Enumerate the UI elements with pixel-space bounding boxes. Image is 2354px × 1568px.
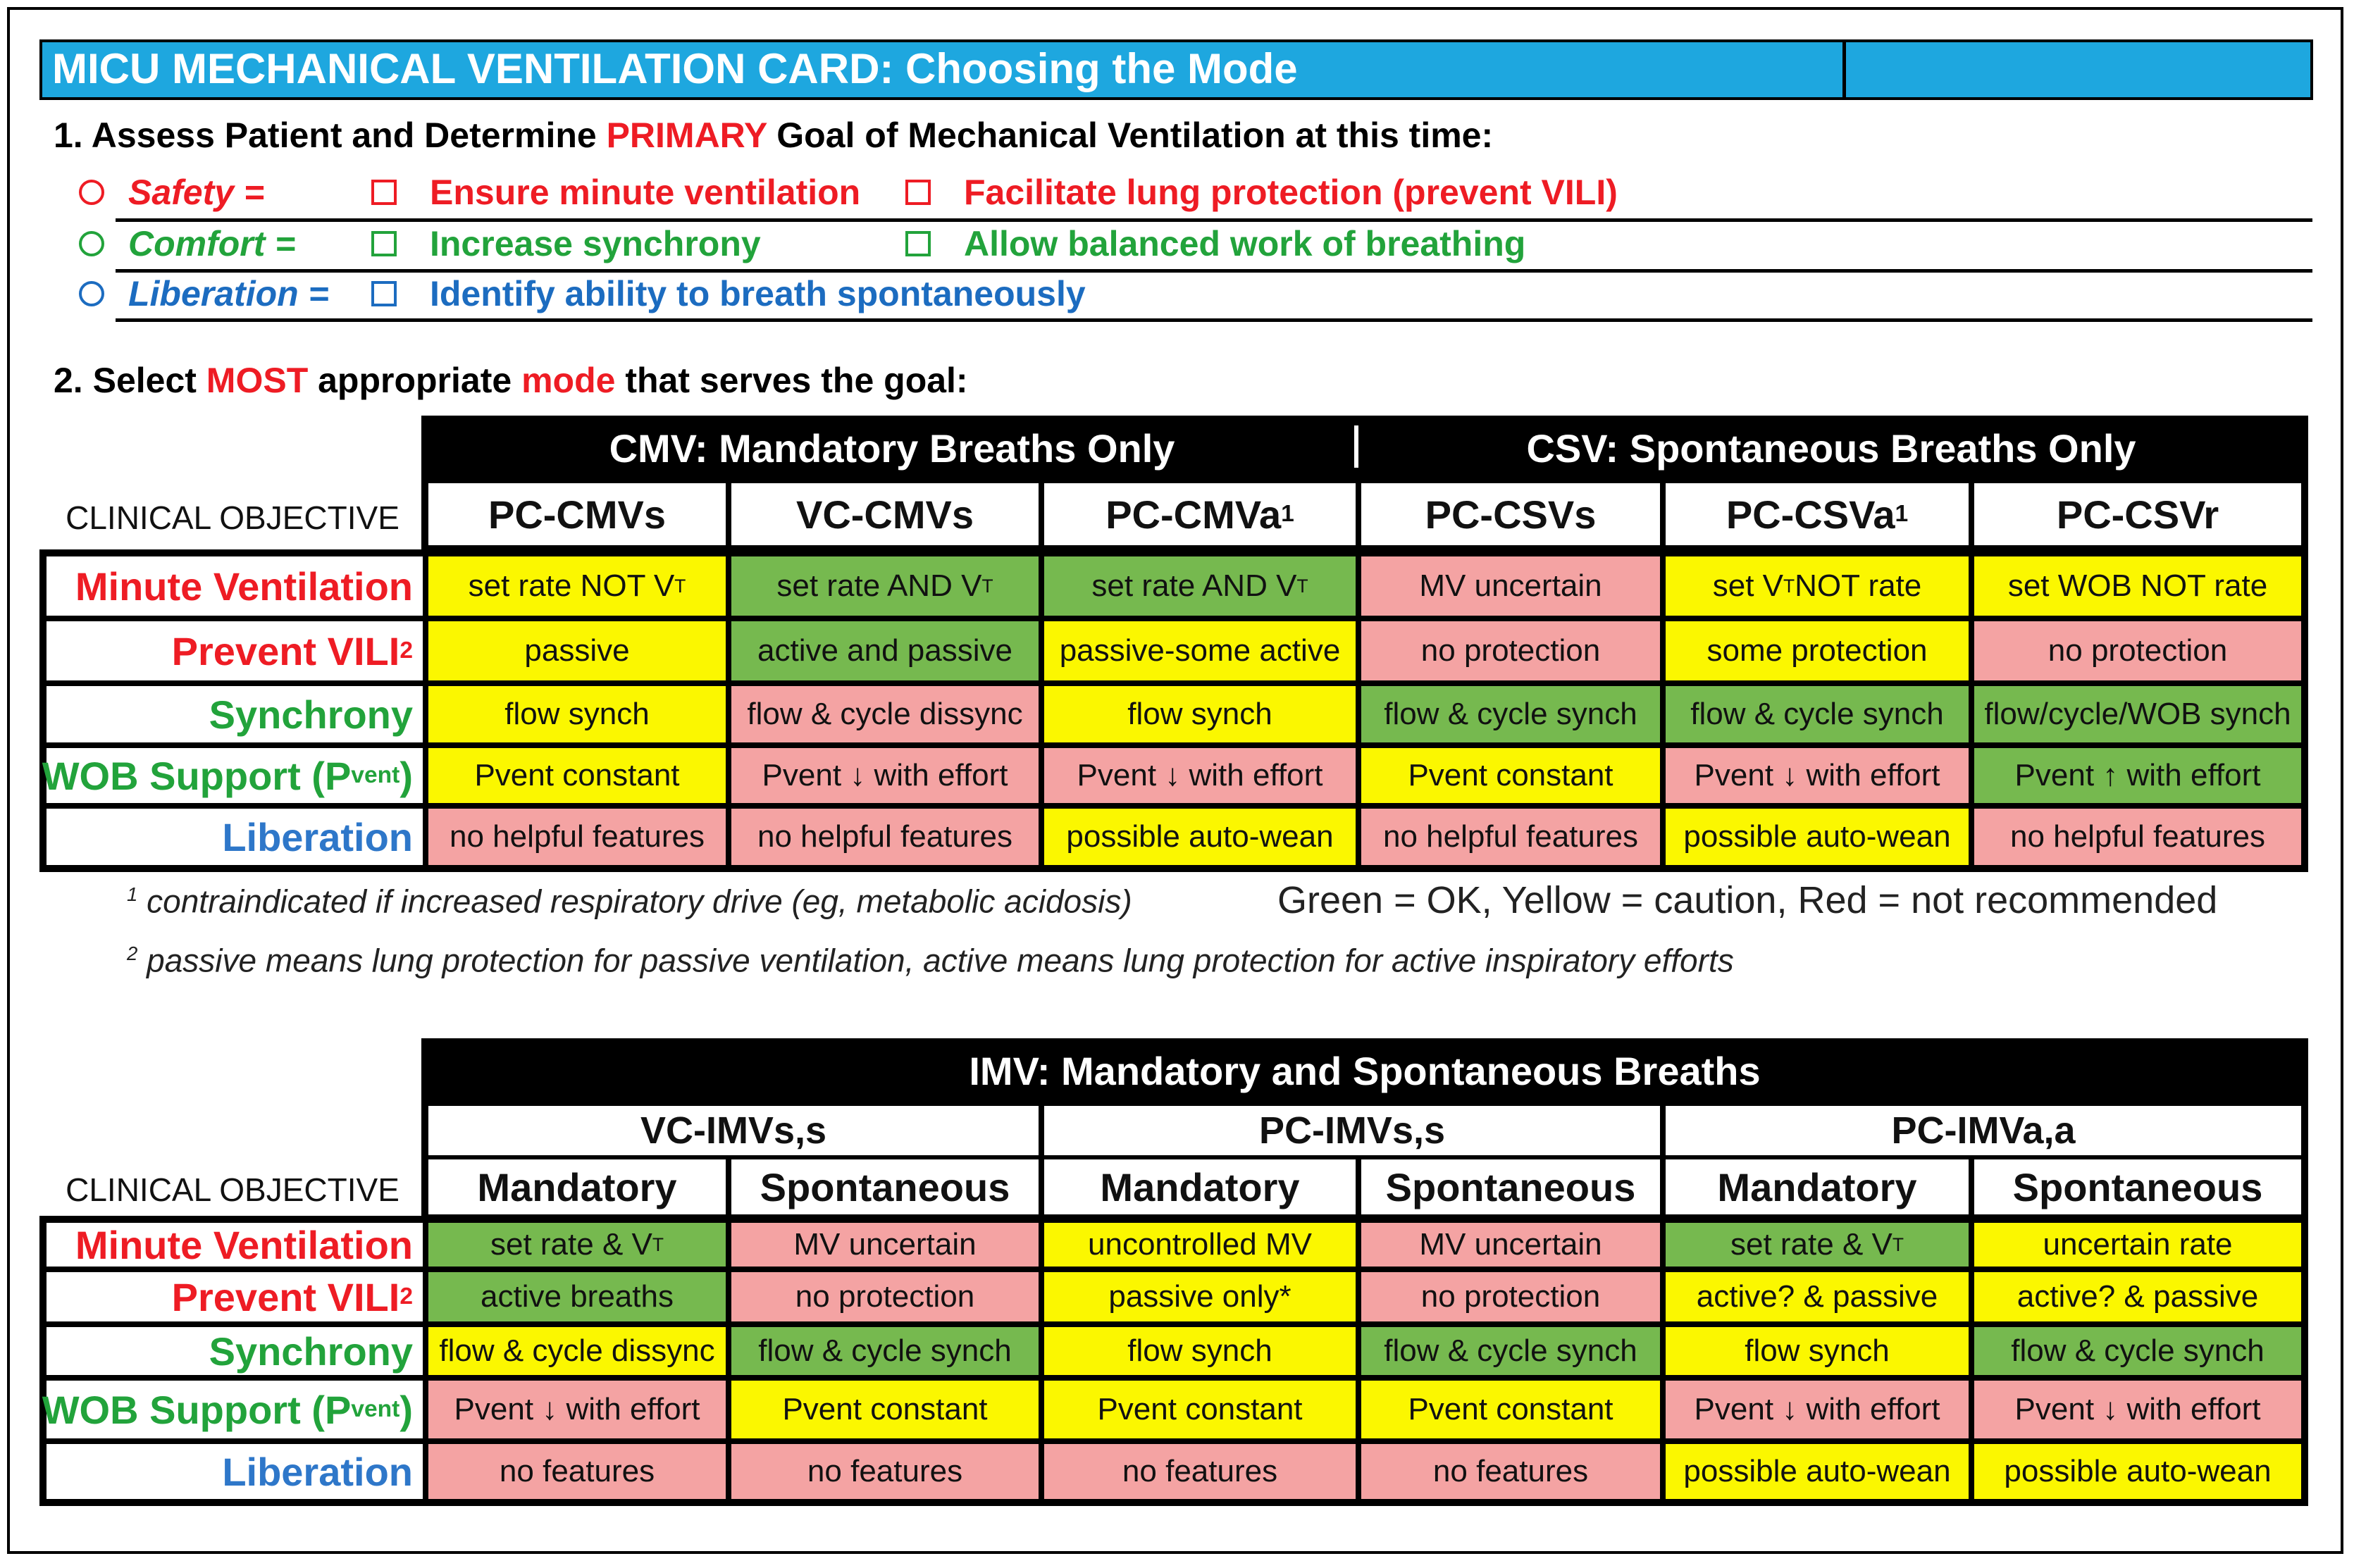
- step2-suffix: that serves the goal:: [615, 361, 968, 400]
- cell-wob-support: [1044, 1381, 1356, 1438]
- footnote-2: [127, 933, 1734, 981]
- mode-header-pc-csvr[interactable]: [1974, 483, 2301, 545]
- cell-sub: T: [1783, 575, 1795, 597]
- cell-text: flow & cycle synch: [758, 1333, 1012, 1368]
- cell-text: set rate & V: [1730, 1227, 1893, 1262]
- cell-text: Pvent constant: [782, 1392, 988, 1426]
- cell-text: Pvent constant: [1408, 758, 1613, 792]
- cell-text: no helpful features: [1382, 819, 1639, 854]
- cell-text: flow & cycle dissync: [747, 697, 1023, 731]
- cell-prevent-vili: [1666, 1272, 1969, 1321]
- cell-text: possible auto-wean: [2004, 1454, 2272, 1488]
- step2-prefix: 2. Select: [54, 361, 206, 400]
- cell-prevent-vili: [1361, 1272, 1660, 1321]
- cell-wob-support: [1361, 748, 1660, 803]
- row-label-sub: vent: [351, 1396, 400, 1422]
- cell-text: set rate AND V: [776, 568, 982, 603]
- row-label-minute-ventilation: [47, 556, 423, 616]
- cell-text: MV uncertain: [1419, 568, 1602, 603]
- cell-minute-ventilation: [428, 556, 726, 616]
- step2-heading: [54, 359, 968, 402]
- cell-text: Pvent ↓ with effort: [1694, 1392, 1940, 1426]
- row-label-text: Synchrony: [209, 692, 413, 737]
- balanced-wob-checkbox[interactable]: [905, 231, 931, 256]
- cell-minute-ventilation: [1666, 1223, 1969, 1267]
- step1-heading: [54, 114, 1493, 156]
- clinical-objective-text: CLINICAL OBJECTIVE: [66, 499, 399, 536]
- cell-prevent-vili: [1044, 1272, 1356, 1321]
- cell-text: flow synch: [1127, 697, 1272, 731]
- cell-minute-ventilation: [731, 1223, 1039, 1267]
- subheader-text: Mandatory: [477, 1164, 677, 1209]
- mode-name: PC-IMVa,a: [1891, 1109, 2076, 1152]
- cell-text: some protection: [1706, 633, 1928, 668]
- step2-emph2: mode: [521, 361, 616, 400]
- cell-synchrony: [1044, 686, 1356, 742]
- cell-text: possible auto-wean: [1683, 819, 1951, 854]
- mode-name: PC-CMVa: [1105, 492, 1282, 537]
- cell-wob-support: [1666, 748, 1969, 803]
- mode-name: VC-IMVs,s: [640, 1109, 827, 1152]
- row-label-prevent-vili: [47, 1272, 423, 1321]
- subheader-mandatory: [1044, 1159, 1356, 1214]
- cell-wob-support: [731, 1381, 1039, 1438]
- cell-text: flow & cycle synch: [1384, 1333, 1637, 1368]
- cell-sub: T: [674, 575, 686, 597]
- cell-text: flow synch: [1745, 1333, 1890, 1368]
- page-title: MICU MECHANICAL VENTILATION CARD: Choosing the Mode: [52, 45, 1298, 92]
- cell-sub: T: [981, 575, 993, 597]
- cell-text: no protection: [2048, 633, 2228, 668]
- row-label-prevent-vili: [47, 621, 423, 680]
- divider-line: [116, 218, 2312, 222]
- row-label-text: Liberation: [222, 1449, 413, 1494]
- comfort-radio[interactable]: [79, 231, 104, 256]
- mode-name: PC-CSVa: [1726, 492, 1895, 537]
- cell-liberation: [1044, 1444, 1356, 1499]
- row-label-text: WOB Support (P: [42, 1387, 352, 1432]
- mode-header-vc-cmvs[interactable]: [731, 483, 1039, 545]
- cell-minute-ventilation: [1361, 556, 1660, 616]
- subheader-spontaneous: [731, 1159, 1039, 1214]
- row-label-synchrony: [47, 1327, 423, 1375]
- spontaneous-label: Identify ability to breath spontaneously: [430, 274, 1086, 313]
- cell-text: set rate AND V: [1091, 568, 1297, 603]
- synchrony-goal-label: Increase synchrony: [430, 224, 761, 263]
- mode-name: VC-CMVs: [795, 492, 974, 537]
- row-label-sub: vent: [351, 762, 400, 788]
- cell-synchrony: [1974, 1327, 2301, 1375]
- row-label-tail: ): [399, 1387, 413, 1432]
- cell-liberation: [1361, 1444, 1660, 1499]
- subheader-text: Spontaneous: [760, 1164, 1010, 1209]
- cell-text: passive only*: [1108, 1279, 1291, 1314]
- clinical-objective-label: [56, 493, 409, 542]
- cell-synchrony: [1974, 686, 2301, 742]
- cell-text: active? & passive: [1696, 1279, 1938, 1314]
- cell-text: active? & passive: [2017, 1279, 2259, 1314]
- row-label-text: Prevent VILI: [171, 628, 400, 673]
- mode-header-pc-imvs-s[interactable]: [1044, 1106, 1660, 1155]
- cell-wob-support: [428, 1381, 726, 1438]
- cell-prevent-vili: [1666, 621, 1969, 680]
- group-cmv-header: [426, 416, 1358, 480]
- row-label-text: Liberation: [222, 814, 413, 859]
- cell-text: Pvent ↓ with effort: [2014, 1392, 2261, 1426]
- cell-synchrony: [1361, 1327, 1660, 1375]
- cell-prevent-vili: [1361, 621, 1660, 680]
- spontaneous-checkbox[interactable]: [371, 281, 397, 306]
- cell-wob-support: [1974, 748, 2301, 803]
- footnote-1-text: contraindicated if increased respiratory drive (eg, metabolic acidosis): [147, 883, 1132, 920]
- mode-header-pc-imva-a[interactable]: [1666, 1106, 2301, 1155]
- group-imv-text: IMV: Mandatory and Spontaneous Breaths: [969, 1048, 1761, 1093]
- cell-liberation: [1974, 809, 2301, 865]
- cell-prevent-vili: [1974, 621, 2301, 680]
- mode-header-pc-csvs[interactable]: [1361, 483, 1660, 545]
- cell-minute-ventilation: [731, 556, 1039, 616]
- group-cmv-text: CMV: Mandatory Breaths Only: [609, 425, 1175, 471]
- cell-text: flow synch: [504, 697, 650, 731]
- subheader-text: Mandatory: [1100, 1164, 1300, 1209]
- cell-text: flow synch: [1127, 1333, 1272, 1368]
- cell-tail: NOT rate: [1795, 568, 1922, 603]
- row-label-text: Minute Ventilation: [75, 564, 413, 609]
- cell-text: no features: [499, 1454, 655, 1488]
- cell-minute-ventilation: [1666, 556, 1969, 616]
- subheader-text: Mandatory: [1717, 1164, 1917, 1209]
- cell-prevent-vili: [731, 1272, 1039, 1321]
- cell-text: no helpful features: [449, 819, 705, 854]
- step1-suffix: Goal of Mechanical Ventilation at this time:: [767, 116, 1494, 155]
- cell-wob-support: [1044, 748, 1356, 803]
- cell-prevent-vili: [731, 621, 1039, 680]
- cell-synchrony: [1666, 686, 1969, 742]
- cell-liberation: [428, 1444, 726, 1499]
- ensure-mv-checkbox[interactable]: [371, 180, 397, 205]
- row-label-synchrony: [47, 686, 423, 742]
- footnote-2-text: passive means lung protection for passive ventilation, active means lung protection for active inspiratory efforts: [147, 942, 1734, 979]
- cell-liberation: [1666, 809, 1969, 865]
- subheader-mandatory: [428, 1159, 726, 1214]
- cell-text: Pvent ↓ with effort: [454, 1392, 700, 1426]
- row-label-sup: 2: [399, 1283, 413, 1309]
- cell-prevent-vili: [428, 621, 726, 680]
- mode-header-vc-imvs-s[interactable]: [428, 1106, 1039, 1155]
- liberation-goal-label: Liberation =: [128, 274, 329, 313]
- cell-text: Pvent ↓ with effort: [1694, 758, 1940, 792]
- cell-wob-support: [731, 748, 1039, 803]
- row-label-text: WOB Support (P: [42, 753, 352, 798]
- cell-wob-support: [428, 748, 726, 803]
- cell-wob-support: [1361, 1381, 1660, 1438]
- mode-name: PC-CSVr: [2056, 492, 2219, 537]
- cell-text: set rate NOT V: [468, 568, 675, 603]
- cell-text: MV uncertain: [793, 1227, 977, 1262]
- cell-text: possible auto-wean: [1066, 819, 1334, 854]
- subheader-mandatory: [1666, 1159, 1969, 1214]
- cell-text: flow & cycle synch: [1690, 697, 1944, 731]
- cell-text: flow & cycle synch: [2011, 1333, 2265, 1368]
- comfort-label: Comfort =: [128, 224, 296, 263]
- cell-synchrony: [428, 1327, 726, 1375]
- step1-prefix: 1. Assess Patient and Determine: [54, 116, 607, 155]
- cell-text: active and passive: [757, 633, 1012, 668]
- cell-text: no protection: [1420, 633, 1601, 668]
- cell-text: Pvent constant: [1408, 1392, 1613, 1426]
- cell-sub: T: [1296, 575, 1308, 597]
- step1-emphasis: PRIMARY: [606, 116, 767, 155]
- cell-text: set WOB NOT rate: [2007, 568, 2268, 603]
- mode-header-pc-cmva[interactable]: [1044, 483, 1356, 545]
- cell-text: possible auto-wean: [1683, 1454, 1951, 1488]
- cell-prevent-vili: [1974, 1272, 2301, 1321]
- cell-liberation: [1044, 809, 1356, 865]
- cell-prevent-vili: [1044, 621, 1356, 680]
- cell-synchrony: [1361, 686, 1660, 742]
- color-legend: Green = OK, Yellow = caution, Red = not recommended: [1277, 879, 2218, 921]
- cell-minute-ventilation: [428, 1223, 726, 1267]
- subheader-text: Spontaneous: [1385, 1164, 1636, 1209]
- cell-text: flow & cycle synch: [1384, 697, 1637, 731]
- cell-prevent-vili: [428, 1272, 726, 1321]
- row-label-wob-support: [42, 1381, 423, 1438]
- cell-minute-ventilation: [1044, 1223, 1356, 1267]
- cell-wob-support: [1666, 1381, 1969, 1438]
- cell-liberation: [1974, 1444, 2301, 1499]
- banner-divider: [1842, 42, 1846, 97]
- cell-text: Pvent constant: [1097, 1392, 1303, 1426]
- cell-minute-ventilation: [1974, 1223, 2301, 1267]
- cell-sub: T: [1892, 1233, 1904, 1255]
- clinical-objective-text: CLINICAL OBJECTIVE: [66, 1171, 399, 1208]
- subheader-spontaneous: [1974, 1159, 2301, 1214]
- clinical-objective-label: [56, 1165, 409, 1214]
- group-csv-text: CSV: Spontaneous Breaths Only: [1526, 425, 2136, 471]
- cell-text: uncertain rate: [2043, 1227, 2233, 1262]
- cell-text: flow/cycle/WOB synch: [1984, 697, 2291, 731]
- mode-sup: 1: [1895, 501, 1909, 527]
- row-label-wob-support: [42, 748, 423, 803]
- cell-liberation: [1666, 1444, 1969, 1499]
- row-label-tail: ): [399, 753, 413, 798]
- cell-sub: T: [652, 1233, 664, 1255]
- cell-liberation: [1361, 809, 1660, 865]
- footnote-2-mark: 2: [127, 942, 138, 964]
- cell-synchrony: [1044, 1327, 1356, 1375]
- mode-header-pc-cmvs[interactable]: [428, 483, 726, 545]
- cell-synchrony: [731, 1327, 1039, 1375]
- footnote-1: [127, 873, 1132, 922]
- cell-synchrony: [731, 686, 1039, 742]
- subheader-spontaneous: [1361, 1159, 1660, 1214]
- cell-text: MV uncertain: [1419, 1227, 1602, 1262]
- cell-synchrony: [1666, 1327, 1969, 1375]
- subheader-text: Spontaneous: [2012, 1164, 2263, 1209]
- cell-synchrony: [428, 686, 726, 742]
- lung-protection-label: Facilitate lung protection (prevent VILI): [964, 173, 1618, 212]
- cell-text: passive-some active: [1059, 633, 1341, 668]
- liberation-radio[interactable]: [79, 281, 104, 306]
- group-imv-header: [426, 1038, 2304, 1103]
- cell-minute-ventilation: [1974, 556, 2301, 616]
- cell-text: active breaths: [481, 1279, 674, 1314]
- mode-name: PC-CSVs: [1425, 492, 1597, 537]
- cell-liberation: [731, 1444, 1039, 1499]
- row-label-liberation: [47, 809, 423, 865]
- cell-text: uncontrolled MV: [1088, 1227, 1312, 1262]
- cell-text: flow & cycle dissync: [439, 1333, 715, 1368]
- safety-label: Safety =: [128, 173, 265, 212]
- group-csv-header: [1358, 416, 2304, 480]
- step2-mid: appropriate: [308, 361, 522, 400]
- cell-text: Pvent ↑ with effort: [2014, 758, 2261, 792]
- synchrony-checkbox[interactable]: [371, 231, 397, 256]
- cell-wob-support: [1974, 1381, 2301, 1438]
- footnote-1-mark: 1: [127, 883, 138, 905]
- cell-text: no protection: [1420, 1279, 1601, 1314]
- cell-text: no features: [1122, 1454, 1278, 1488]
- cell-text: no helpful features: [757, 819, 1013, 854]
- safety-radio[interactable]: [79, 180, 104, 205]
- step2-emph1: MOST: [206, 361, 309, 400]
- cell-text: no features: [1432, 1454, 1589, 1488]
- row-label-text: Synchrony: [209, 1329, 413, 1374]
- row-label-text: Minute Ventilation: [75, 1222, 413, 1267]
- cell-text: set rate & V: [490, 1227, 652, 1262]
- cell-minute-ventilation: [1044, 556, 1356, 616]
- balanced-wob-label: Allow balanced work of breathing: [964, 224, 1526, 263]
- mode-name: PC-IMVs,s: [1258, 1109, 1446, 1152]
- cell-text: passive: [524, 633, 630, 668]
- cell-text: Pvent ↓ with effort: [1077, 758, 1323, 792]
- lung-protection-checkbox[interactable]: [905, 180, 931, 205]
- cell-text: Pvent ↓ with effort: [762, 758, 1008, 792]
- cell-text: Pvent constant: [474, 758, 680, 792]
- row-label-minute-ventilation: [47, 1223, 423, 1267]
- divider-line: [116, 318, 2312, 322]
- ensure-mv-label: Ensure minute ventilation: [430, 173, 861, 212]
- mode-sup: 1: [1281, 501, 1294, 527]
- row-label-liberation: [47, 1444, 423, 1499]
- row-label-text: Prevent VILI: [171, 1274, 400, 1319]
- cell-text: no protection: [795, 1279, 975, 1314]
- cell-text: set V: [1712, 568, 1784, 603]
- cell-liberation: [731, 809, 1039, 865]
- cell-text: no helpful features: [2009, 819, 2266, 854]
- row-label-sup: 2: [399, 637, 413, 664]
- mode-header-pc-csva[interactable]: [1666, 483, 1969, 545]
- mode-name: PC-CMVs: [488, 492, 667, 537]
- cell-liberation: [428, 809, 726, 865]
- cell-text: no features: [807, 1454, 963, 1488]
- cell-minute-ventilation: [1361, 1223, 1660, 1267]
